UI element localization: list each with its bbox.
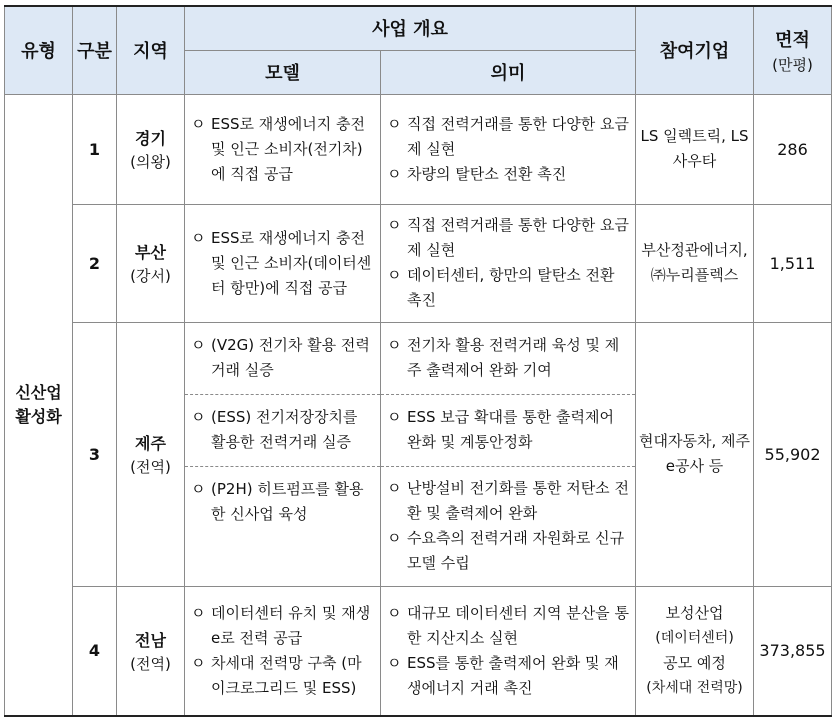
model-cell: ㅇ ESS로 재생에너지 충전 및 인근 소비자(전기차)에 직접 공급	[185, 94, 381, 204]
area-cell: 286	[754, 94, 832, 204]
model-cell: ㅇ (ESS) 전기저장장치를 활용한 전력거래 실증	[185, 394, 381, 466]
region-cell: 전남 (전역)	[117, 586, 185, 716]
companies-cell: LS 일렉트릭, LS 사우타	[636, 94, 754, 204]
model-cell: ㅇ (P2H) 히트펌프를 활용한 신사업 육성	[185, 466, 381, 586]
region-cell: 경기 (의왕)	[117, 94, 185, 204]
area-cell: 55,902	[754, 322, 832, 586]
header-area-label: 면적	[775, 29, 810, 51]
header-division: 구분	[73, 6, 117, 94]
meaning-cell: ㅇ 직접 전력거래를 통한 다양한 요금제 실현 ㅇ 데이터센터, 항만의 탈탄소 전환 촉진	[381, 204, 636, 322]
table-row	[5, 94, 832, 204]
header-type: 유형	[5, 6, 73, 94]
type-cell	[5, 94, 73, 716]
model-cell: ㅇ 데이터센터 유치 및 재생e로 전력 공급 ㅇ 차세대 전력망 구축 (마이크로그리드 및 ESS)	[185, 586, 381, 716]
table-row	[5, 322, 832, 394]
area-cell: 373,855	[754, 586, 832, 716]
meaning-cell: ㅇ ESS 보급 확대를 통한 출력제어 완화 및 계통안정화	[381, 394, 636, 466]
model-cell: ㅇ (V2G) 전기차 활용 전력거래 실증	[185, 322, 381, 394]
type-label: 신산업 활성화	[15, 382, 62, 426]
meaning-cell: ㅇ 난방설비 전기화를 통한 저탄소 전환 및 출력제어 완화 ㅇ 수요측의 전력거래 자원화로 신규 모델 수립	[381, 466, 636, 586]
row-number: 1	[73, 94, 117, 204]
meaning-cell: ㅇ 대규모 데이터센터 지역 분산을 통한 지산지소 실현 ㅇ ESS를 통한 출력제어 완화 및 재생에너지 거래 촉진	[381, 586, 636, 716]
header-area	[754, 6, 832, 94]
meaning-cell: ㅇ 직접 전력거래를 통한 다양한 요금제 실현 ㅇ 차량의 탈탄소 전환 촉진	[381, 94, 636, 204]
row-number: 3	[73, 322, 117, 586]
header-overview: 사업 개요	[185, 6, 636, 50]
header-model: 모델	[185, 50, 381, 94]
header-area-unit: (만평)	[772, 55, 813, 74]
region-cell: 제주 (전역)	[117, 322, 185, 586]
table-row	[5, 204, 832, 322]
region-cell: 부산 (강서)	[117, 204, 185, 322]
model-cell: ㅇ ESS로 재생에너지 충전 및 인근 소비자(데이터센터 항만)에 직접 공급	[185, 204, 381, 322]
policy-table	[4, 5, 832, 717]
area-cell: 1,511	[754, 204, 832, 322]
table-row	[5, 586, 832, 716]
header-companies: 참여기업	[636, 6, 754, 94]
row-number: 4	[73, 586, 117, 716]
companies-cell: 부산정관에너지, ㈜누리플렉스	[636, 204, 754, 322]
header-region: 지역	[117, 6, 185, 94]
companies-cell: 현대자동차, 제주e공사 등	[636, 322, 754, 586]
companies-cell: 보성산업 (데이터센터) 공모 예정 (차세대 전력망)	[636, 586, 754, 716]
meaning-cell: ㅇ 전기차 활용 전력거래 육성 및 제주 출력제어 완화 기여	[381, 322, 636, 394]
header-meaning: 의미	[381, 50, 636, 94]
row-number: 2	[73, 204, 117, 322]
